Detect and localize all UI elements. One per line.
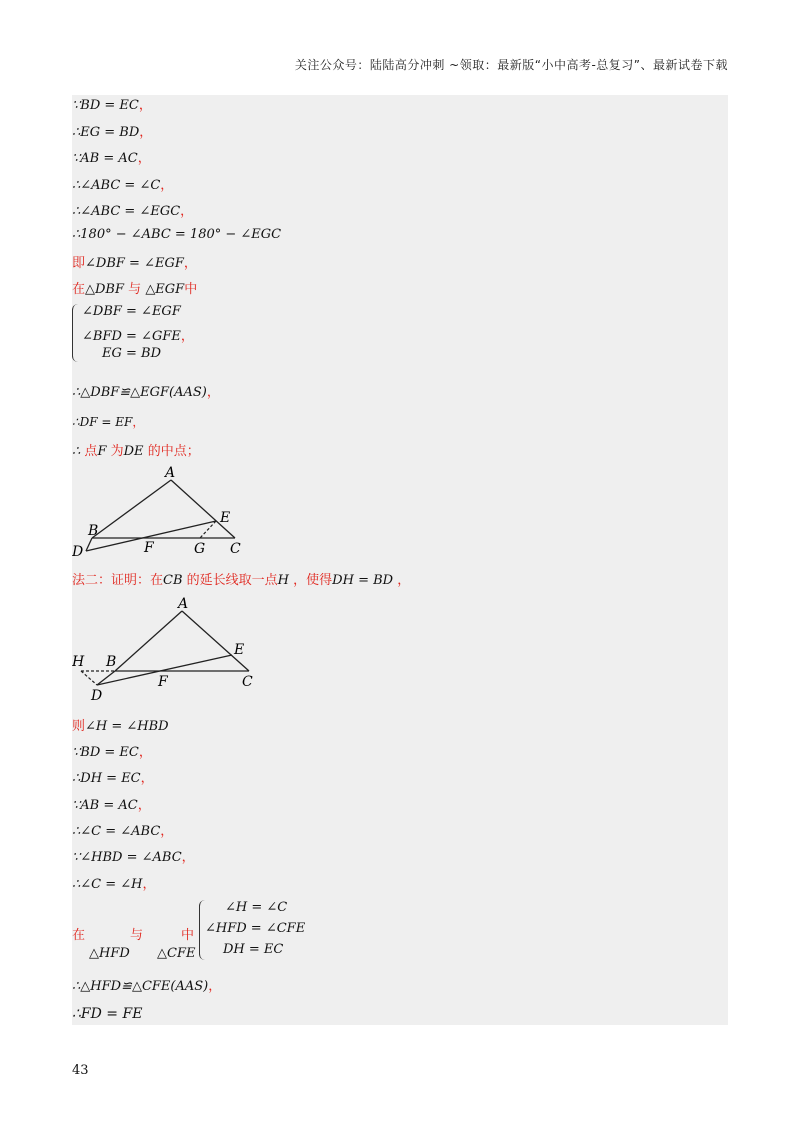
segment-AB [92, 480, 171, 538]
zai2-word-2: 与 [130, 928, 144, 943]
system-row: ∠BFD = ∠GFE， [82, 329, 194, 344]
segment-DB [86, 538, 92, 551]
proof-line: ∴DF = EF， [72, 415, 145, 429]
proof-line: ∵∠HBD = ∠ABC， [72, 850, 195, 865]
label-D: D [91, 688, 103, 704]
proof-line: ∴∠C = ∠H， [72, 877, 156, 892]
proof-line: ∵BD = EC， [72, 745, 152, 760]
midpoint-line: ∴ 点F 为DE 的中点； [72, 444, 200, 459]
triangle-figure-1 [72, 462, 262, 562]
label-C: C [230, 541, 241, 557]
page-header: 关注公众号：陆陆高分冲刺 ~领取：最新版“小中高考-总复习”、最新试卷下载 [294, 58, 728, 72]
proof-line: ∴DH = EC， [72, 771, 154, 786]
proof-line: ∴180° − ∠ABC = 180° − ∠EGC [72, 227, 282, 242]
congruence-line: ∴△DBF≌△EGF(AAS)， [72, 385, 220, 400]
proof-line: ∴∠C = ∠ABC， [72, 824, 174, 839]
system-row: DH = EC [223, 942, 284, 957]
proof-line: ∴∠ABC = ∠EGC， [72, 204, 194, 219]
proof-line: ∵AB = AC， [72, 151, 151, 166]
equation-system-1 [72, 304, 272, 364]
triangle-HFD-label: △HFD [89, 946, 130, 961]
zai-line: 在△DBF 与 △EGF中 [72, 282, 198, 297]
label-C: C [242, 674, 253, 690]
proof-line: ∵BD = EC， [72, 98, 152, 113]
label-F: F [144, 540, 154, 556]
system-row: EG = BD [102, 346, 162, 361]
brace [72, 304, 79, 362]
proof-line: ∴EG = BD， [72, 125, 153, 140]
label-A: A [178, 596, 189, 612]
ze-line: 则∠H = ∠HBD [72, 719, 169, 734]
label-F: F [158, 674, 168, 690]
proof-line: ∴∠ABC = ∠C， [72, 178, 174, 193]
label-E: E [220, 510, 231, 526]
conclusion-line: ∴FD = FE [72, 1006, 143, 1022]
segment-AB [115, 611, 182, 671]
segment-HD-dashed [81, 671, 97, 685]
segment-AC [182, 611, 249, 671]
method-two-line: 法二：证明：在CB 的延长线取一点H ，使得DH = BD ， [72, 573, 411, 588]
label-H: H [72, 654, 85, 670]
triangle-figure-2 [72, 594, 272, 704]
congruence-line: ∴△HFD≌△CFE(AAS)， [72, 979, 222, 994]
label-E: E [234, 642, 245, 658]
ji-line: 即∠DBF = ∠EGF， [72, 256, 197, 271]
zai2-word-3: 中 [181, 928, 195, 943]
label-D: D [72, 544, 84, 560]
page-number: 43 [72, 1063, 89, 1078]
label-A: A [165, 465, 176, 481]
triangle-CFE-label: △CFE [157, 946, 196, 961]
system-row: ∠DBF = ∠EGF [82, 304, 181, 319]
label-G: G [194, 541, 206, 557]
proof-line: ∵AB = AC， [72, 798, 151, 813]
zai2-word-1: 在 [72, 928, 86, 943]
system-row: ∠HFD = ∠CFE [205, 921, 306, 936]
label-B: B [106, 654, 117, 670]
label-B: B [88, 523, 99, 539]
equation-system-2 [199, 900, 339, 962]
system-row: ∠H = ∠C [225, 900, 288, 915]
